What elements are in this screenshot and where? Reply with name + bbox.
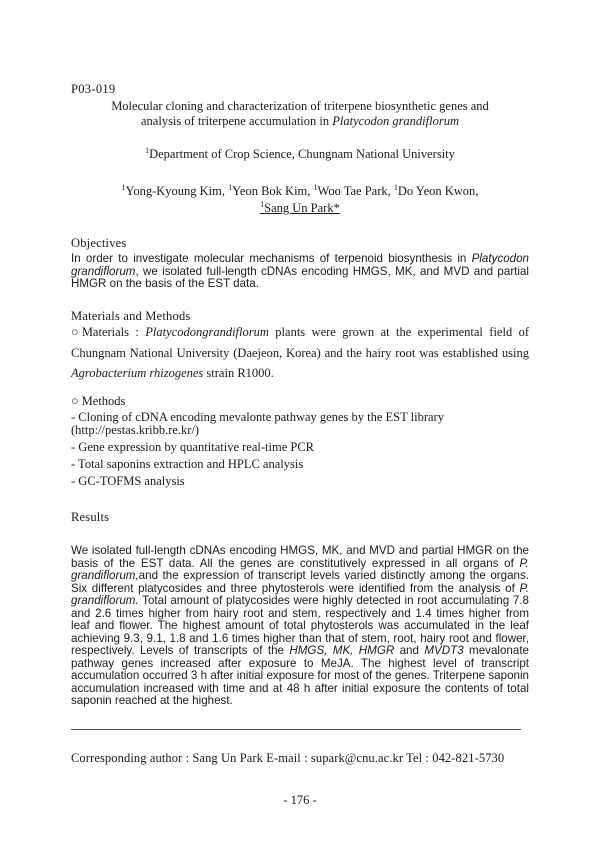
paper-title	[60, 99, 540, 129]
corresponding-author: Corresponding author : Sang Un Park E-mail : supark@cnu.ac.kr Tel : 042-821-5730	[71, 751, 505, 765]
author-sup: 1	[228, 183, 233, 192]
methods-item: (http://pestas.kribb.re.kr/)	[71, 423, 200, 437]
abstract-code: P03-019	[71, 82, 116, 96]
methods-item: - GC-TOFMS analysis	[71, 474, 185, 488]
author-name: Do Yeon Kwon,	[397, 184, 479, 198]
title-line-2	[60, 114, 540, 129]
materials-text-1: plants were grown at the experimental field of Chungnam National University (Daejeon, Korea) and the hairy root was established using	[71, 325, 529, 360]
results-heading: Results	[71, 510, 110, 524]
author-sup: 1	[121, 183, 126, 192]
materials-label: ○Materials :	[71, 325, 146, 339]
footer-divider	[71, 729, 521, 730]
materials-species: Platycodongrandiflorum	[145, 325, 269, 339]
objectives-heading: Objectives	[71, 236, 127, 250]
methods-label: ○ Methods	[71, 394, 126, 408]
title-line-2-text: analysis of triterpene accumulation in	[141, 114, 333, 128]
materials-methods-heading: Materials and Methods	[71, 309, 191, 323]
author-sup: 1	[260, 200, 265, 209]
page-number: - 176 -	[283, 793, 317, 807]
title-line-1: Molecular cloning and characterization of triterpene biosynthetic genes and	[111, 99, 489, 113]
results-genes-1: HMGS, MK, HMGR	[289, 644, 395, 657]
results-text-2: and the expression of transcript levels varied distinctly among the organs. Six different platycosides and three phytosterols were identified from the analysis of	[71, 569, 529, 595]
affiliation-sup: 1	[145, 146, 150, 155]
author-name: Yeon Bok Kim,	[232, 184, 314, 198]
results-genes-2: MVDT3	[424, 644, 464, 657]
objectives-paragraph	[71, 253, 529, 291]
author-name: Sang Un Park*	[264, 201, 340, 215]
affiliation	[0, 147, 600, 162]
author-name: Yong-Kyoung Kim,	[125, 184, 229, 198]
results-text-5: mevalonate pathway genes increased after exposure to MeJA. The highest level of transcript accumulation occurred 3 h after initial exposure for most of the genes. Triterpene saponin accumulation increased with time and at 48 h after initial exposure the contents of total saponin reached at the highest.	[71, 644, 529, 707]
title-species: Platycodon grandiflorum	[332, 114, 459, 128]
methods-item: - Cloning of cDNA encoding mevalonte pathway genes by the EST library	[71, 410, 444, 424]
author-sup: 1	[393, 183, 398, 192]
objectives-text-2: , we isolated full-length cDNAs encoding HMGS, MK, and MVD and partial HMGR on the basis of the EST data.	[71, 264, 529, 290]
objectives-species: Platycodon grandiflorum	[71, 252, 529, 278]
author-line-1	[0, 183, 600, 200]
results-text-3: Total amount of platycosides were highly detected in root accumulating 7.8 and 2.6 times higher from hairy root and stem, respectively and 1.4 times higher from leaf and flower. The highest amount of total phytosterols was accumulated in the leaf achieving 9.3, 9.1, 1.8 and 1.6 times higher than that of stem, root, hairy root and flower, respectively. Levels of transcripts of the	[71, 594, 529, 657]
author-sup: 1	[313, 183, 318, 192]
corresponding-author-name	[260, 201, 340, 215]
results-text-1: We isolated full-length cDNAs encoding HMGS, MK, and MVD and partial HMGR on the basis of the EST data. All the genes are constitutively expressed in all organs of	[71, 544, 529, 570]
affiliation-text: Department of Crop Science, Chungnam National University	[149, 147, 455, 161]
materials-text-2: strain R1000.	[203, 366, 274, 380]
materials-paragraph	[71, 322, 529, 384]
methods-item: - Gene expression by quantitative real-time PCR	[71, 440, 314, 454]
methods-item: - Total saponins extraction and HPLC analysis	[71, 457, 304, 471]
author-name: Woo Tae Park,	[317, 184, 394, 198]
author-list	[0, 183, 600, 217]
results-species-1: P. grandiflorum,	[71, 556, 529, 582]
results-paragraph	[71, 545, 529, 708]
author-line-2	[0, 200, 600, 217]
objectives-text-1: In order to investigate molecular mechanisms of terpenoid biosynthesis in	[71, 252, 472, 265]
results-text-4: and	[394, 644, 425, 657]
results-species-2: P. grandiflorum.	[71, 581, 529, 607]
materials-agrobacterium: Agrobacterium rhizogenes	[71, 366, 204, 380]
